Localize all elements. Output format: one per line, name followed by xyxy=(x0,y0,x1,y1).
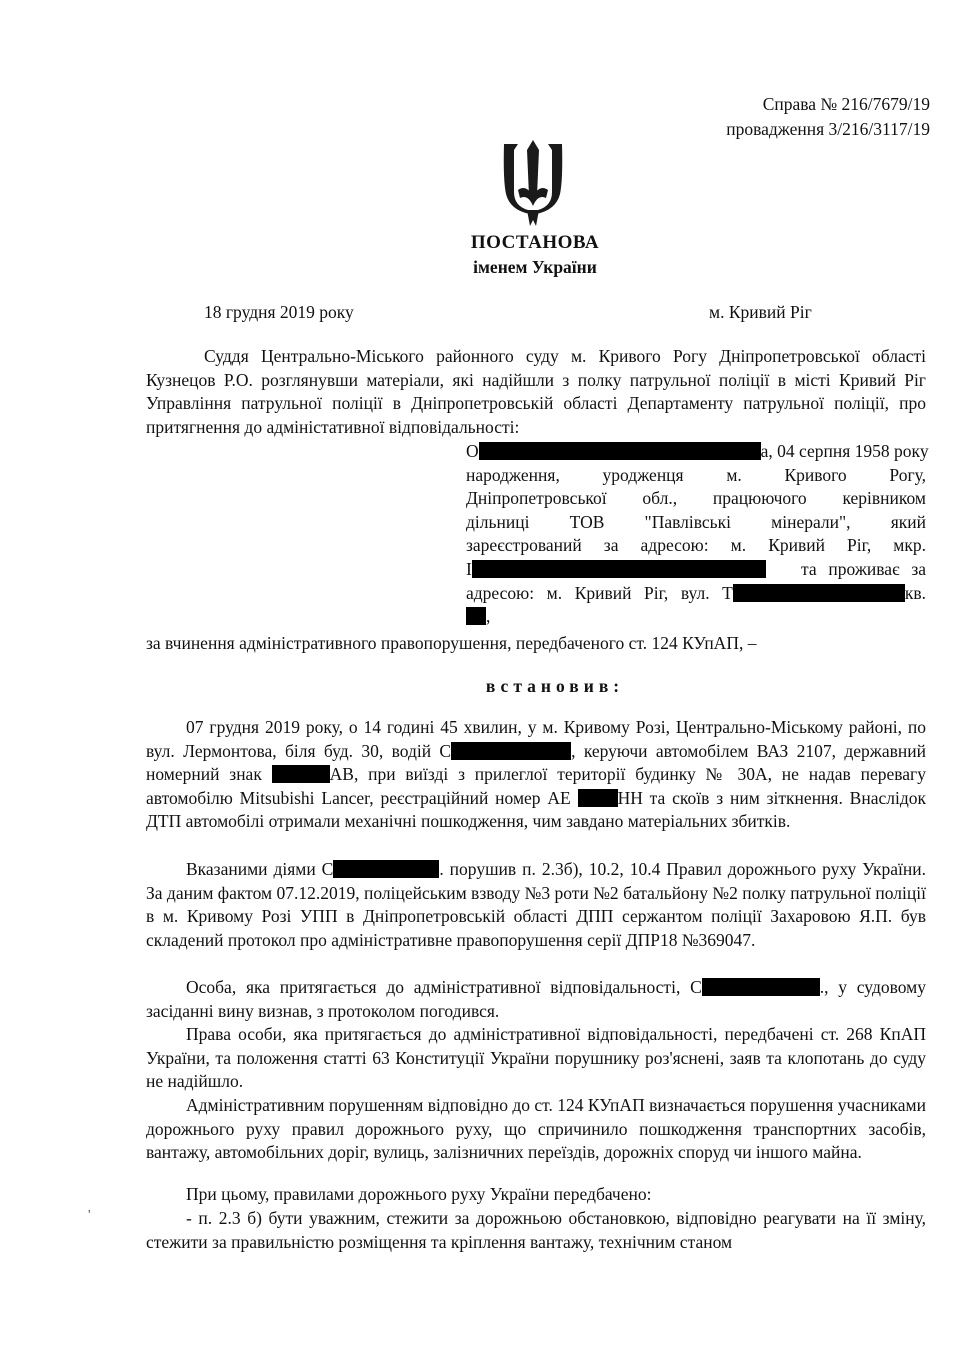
document-city: м. Кривий Ріг xyxy=(709,302,812,322)
person-line-5: зареєстрований за адресою: м. Кривий Ріг, мкр. xyxy=(466,535,926,556)
document-subtitle: іменем України xyxy=(473,257,597,277)
person-line-8: , xyxy=(466,605,926,629)
redaction xyxy=(733,584,905,602)
redaction xyxy=(451,742,571,760)
body-paragraph-4: Права особи, яка притягається до адміністративної відповідальності, передбачені ст. 268 КпАП України, та положення статті 63 Конституції України порушнику роз'яснені, заяв та клопотань до суду не надійшло. xyxy=(146,1024,926,1092)
body-paragraph-2: Вказаними діями С . порушив п. 2.3б), 10.2, 10.4 Правил дорожнього руху України. За даним фактом 07.12.2019, поліцейським взводу №3 роти №2 батальйону №2 полку патрульної поліції в м. Кривому Розі УПП в Дніпропетровській області ДПП сержантом поліції Захаровою Я.П. був складений протокол про адміністративне правопорушення серії ДПР18 №369047. xyxy=(146,859,926,950)
person-line-4: дільниці ТОВ "Павлівські мінерали", який xyxy=(466,511,926,532)
body-paragraph-5: Адміністративним порушенням відповідно до ст. 124 КУпАП визначається порушення учасниками дорожнього руху правил дорожнього руху, що спричинило пошкодження транспортних засобів, вантажу, автомобільних доріг, вулиць, залізничних переїздів, дорожніх споруд чи іншого майна. xyxy=(146,1095,926,1163)
tryzub-icon xyxy=(498,140,568,226)
body-paragraph-3: Особа, яка притягається до адміністративної відповідальності, С ., у судовому засіданні вину визнав, з протоколом погодився. xyxy=(146,977,926,1021)
case-number: Справа № 216/7679/19 xyxy=(762,94,930,114)
margin-mark: ' xyxy=(88,1208,91,1223)
offense-line: за вчинення адміністративного правопорушення, передбаченого ст. 124 КУпАП, – xyxy=(146,633,757,653)
redaction xyxy=(272,765,330,783)
body-paragraph-1: 07 грудня 2019 року, о 14 годині 45 хвилин, у м. Кривому Розі, Центрально-Міському районі, по вул. Лермонтова, біля буд. 30, водій С , керуючи автомобілем ВАЗ 2107, державний номерний знак АВ, при виїзді з прилеглої території будинку № 30А, не надав перевагу автомобілю Mitsubishi Lancer, реєстраційний номер АЕ НН та скоїв з ним зіткнення. Внаслідок ДТП автомобілі отримали механічні пошкодження, чим завдано матеріальних збитків. xyxy=(146,717,927,832)
redaction xyxy=(472,560,766,578)
proceeding-number: провадження 3/216/3117/19 xyxy=(726,119,930,139)
document-date: 18 грудня 2019 року xyxy=(204,302,354,322)
redaction xyxy=(466,607,486,625)
person-line-1: О а, 04 серпня 1958 року xyxy=(466,441,929,461)
person-line-6: І та проживає за xyxy=(466,558,926,579)
body-paragraph-6: При цьому, правилами дорожнього руху України передбачено: xyxy=(186,1184,652,1204)
person-line-3: Дніпропетровської обл., працюючого керівником xyxy=(466,488,926,509)
redaction xyxy=(578,789,618,807)
person-line-2: народження, уродженця м. Кривого Рогу, xyxy=(466,464,926,485)
body-paragraph-7: - п. 2.3 б) бути уважним, стежити за дорожньою обстановкою, відповідно реагувати на її зміну, стежити за правильністю розміщення та кріплення вантажу, технічним станом xyxy=(146,1208,926,1252)
case-number-block xyxy=(726,92,930,142)
person-line-7: адресою: м. Кривий Ріг, вул. Т кв. xyxy=(466,582,926,603)
redaction xyxy=(479,442,761,460)
document-title: ПОСТАНОВА xyxy=(470,232,600,253)
redaction xyxy=(702,978,820,996)
intro-paragraph: Суддя Центрально-Міського районного суду м. Кривого Рогу Дніпропетровської області Кузнецов Р.О. розглянувши матеріали, які надійшли з полку патрульної поліції в місті Кривий Ріг Управління патрульної поліції в Дніпропетровській області Департаменту патрульної поліції, про притягнення до адміністативної відповідальності: xyxy=(146,346,926,437)
section-heading: встановив: xyxy=(485,676,625,696)
redaction xyxy=(333,860,439,878)
person-details xyxy=(466,440,929,629)
